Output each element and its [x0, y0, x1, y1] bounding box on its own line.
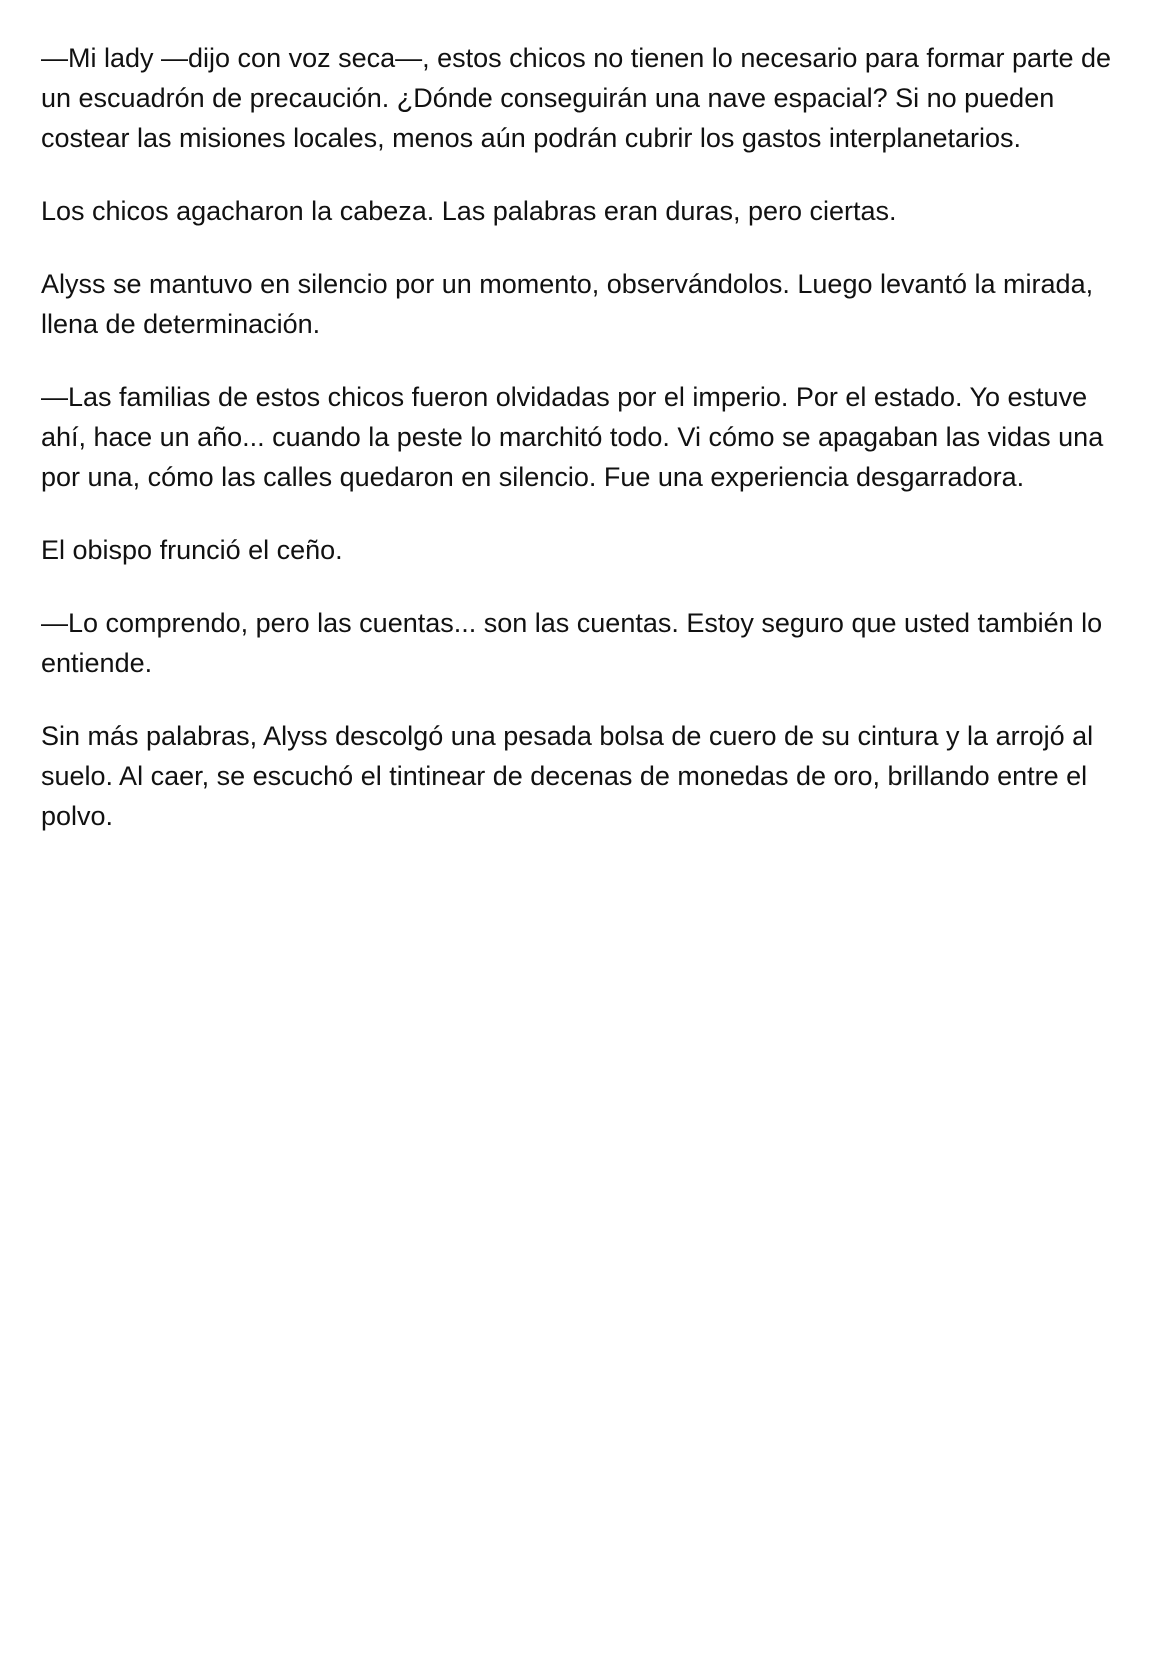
paragraph: —Mi lady —dijo con voz seca—, estos chicos no tienen lo necesario para formar parte de un escuadrón de precaución. ¿Dónde conseguirán una nave espacial? Si no pueden costear las misiones locales, menos aún podrán cubrir los gastos interplanetarios. [41, 43, 1112, 153]
paragraph: El obispo frunció el ceño. [41, 535, 343, 565]
paragraph: Los chicos agacharon la cabeza. Las palabras eran duras, pero ciertas. [41, 196, 897, 226]
paragraph: —Las familias de estos chicos fueron olvidadas por el imperio. Por el estado. Yo estuve ahí, hace un año... cuando la peste lo marchitó todo. Vi cómo se apagaban las vidas una por una, cómo las calles quedaron en silencio. Fue una experiencia desgarradora. [41, 382, 1104, 492]
paragraph: Sin más palabras, Alyss descolgó una pesada bolsa de cuero de su cintura y la arrojó al suelo. Al caer, se escuchó el tintinear de decenas de monedas de oro, brillando entre el polvo. [41, 721, 1094, 831]
paragraph: Alyss se mantuvo en silencio por un momento, observándolos. Luego levantó la mirada, llena de determinación. [41, 269, 1094, 339]
document-body [41, 38, 1131, 869]
paragraph: —Lo comprendo, pero las cuentas... son las cuentas. Estoy seguro que usted también lo entiende. [41, 608, 1103, 678]
